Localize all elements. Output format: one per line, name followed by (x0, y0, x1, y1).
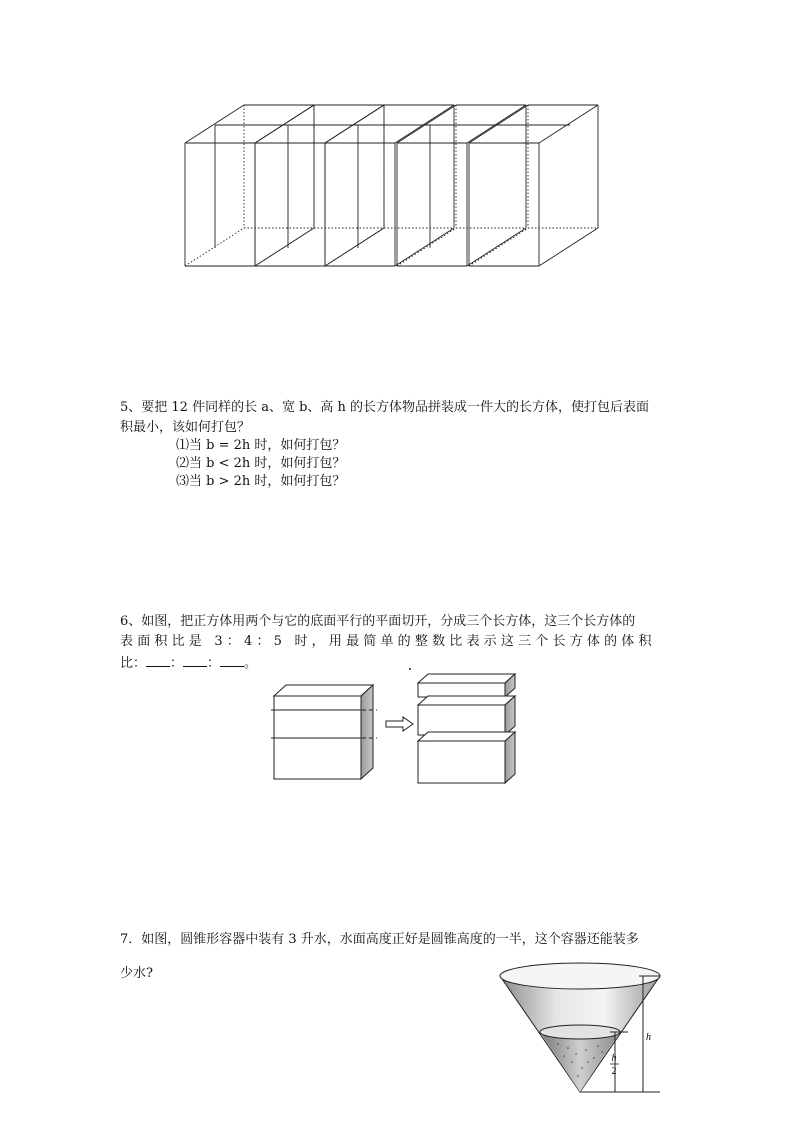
label-h-over-2-num: h (611, 1053, 617, 1064)
problem-7-line-2: 少水? (120, 966, 153, 981)
problem-6-ratio-sep-2: ： (207, 656, 221, 671)
cube-cut-figure (268, 665, 568, 795)
answer-blank-2[interactable] (183, 652, 207, 667)
label-h-over-2-den: 2 (611, 1066, 617, 1077)
problem-5-case-2: ⑵当 b < 2h 时，如何打包？ (176, 456, 346, 471)
cut-pieces (418, 674, 515, 783)
whole-cube (271, 685, 377, 779)
problem-5 (120, 398, 680, 438)
answer-blank-3[interactable] (220, 652, 244, 667)
problem-5-case-1: ⑴当 b = 2h 时，如何打包？ (176, 438, 346, 453)
problem-7-line-1: 7．如图，圆锥形容器中装有 3 升水，水面高度正好是圆锥高度的一半，这个容器还能装多 (120, 932, 639, 947)
arrow-right-icon (386, 717, 413, 731)
problem-5-line-2: 积最小，该如何打包？ (120, 420, 251, 435)
problem-6-ratio-sep-1: ： (170, 656, 184, 671)
cone-figure (498, 958, 678, 1108)
problem-6-line-1: 6、如图，把正方体用两个与它的底面平行的平面切开，分成三个长方体，这三个长方体的 (120, 614, 636, 629)
problem-5-line-1: 5、要把 12 件同样的长 a、宽 b、高 h 的长方体物品拼装成一件大的长方体，使打包后表面 (120, 400, 650, 415)
problem-6-ratio-prefix: 比： (120, 656, 147, 671)
problem-5-case-3: ⑶当 b > 2h 时，如何打包？ (176, 474, 346, 489)
problem-5-cases (176, 437, 345, 491)
label-h: h (646, 1032, 651, 1043)
problem-6-line-2: 表面积比是 3：4：5 时，用最简单的整数比表示这三个长方体的体积 (120, 634, 656, 649)
boxes-figure (0, 0, 794, 300)
problem-6-ratio-end: 。 (244, 656, 258, 671)
answer-blank-1[interactable] (146, 652, 170, 667)
